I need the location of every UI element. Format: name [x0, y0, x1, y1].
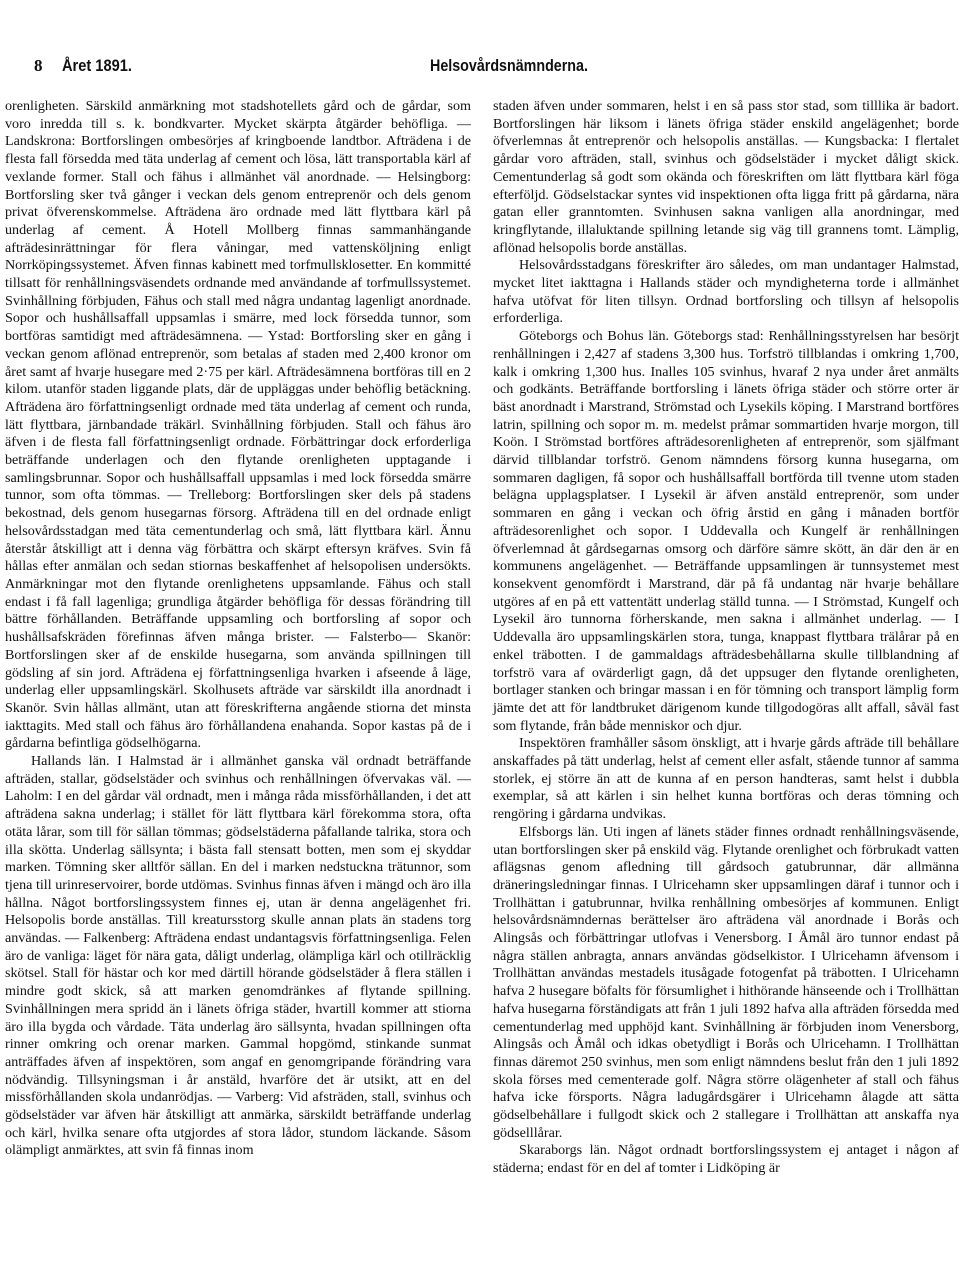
- paragraph-elfsborgs-lan: Elfsborgs län. Uti ingen af länets städer finnes ordnadt renhållningsväsende, utan bortforslingen sker på enskild väg. Flytande orenlighet och förbrukadt vatten aflägsnas genom afledning till gårdsoch gatubrunnar, där allmänna dräneringsledningar finnas. I Ulricehamn sker uppsamlingen däraf i tunnor och i Trollhättan i gatubrunnar, hvilka renhållning ombesörjes af kommunen. Enligt helsovårdsnämndernas berättelser äro afträdena väl anordnade i Borås och Alingsås och förbättringar utlofvas i Venersborg. I Åmål äro tunnor endast på några ställen anbragta, annars användas gödselkistor. I Ulricehamn äfvensom i Trollhättan användas mestadels itusågade fotogenfat på träbotten. I Ulricehamn hafva 2 husegare böfalts för försumlighet i hithörande hänseende och i Trollhättan hafva husegarna förständigats att från 1 juli 1892 hafva alla afträden försedda med cementunderlag med upphöjd kant. Svinhållning är förbjuden inom Venersborg, Alingsås och Åmål och idkas obetydligt i Borås och Ulricehamn. I Trollhättan finnas däremot 250 svinhus, men som enligt nämndens beslut från den 1 juli 1892 skola förses med cementerade golf. Några större olägenheter af stall och fähus hafva icke försports. Några ladugårdsgärer i Ulricehamn ålagde att sätta gödselbehållare i fullgodt skick och 2 stallegare i Trollhättan att anskaffa nya gödselllårar.: [493, 823, 959, 1141]
- page-header: [34, 56, 934, 86]
- paragraph: orenligheten. Särskild anmärkning mot stadshotellets gård och de gårdar, som voro inredda till s. k. bondkvarter. Mycket skärpta åtgärder behöfliga. — Landskrona: Bortforslingen ombesörjes af kringboende landtbor. Afträdena i de flesta fall försedda med täta underlag af cement och lösa, lätt transportabla kärl af vexlande former. Stall och fähus i allmänhet väl anordnade. — Helsingborg: Bortforsling sker två gånger i veckan dels genom entreprenör och dels genom privat öfverenskommelse. Afträdena äro ordnade med lätt flyttbara kärl på underlag af cement. Å Hotell Mollberg finnas sammanhängande afträdesinrättningar för flera våningar, med vattensköljning enligt Norrköpingssystemet. Äfven finnas kabinett med torfmullsklosetter. En kommitté tillsatt för renhållningsväsendets ordnande med användande af torfmullssystemet. Svinhållning förbjuden, Fähus och stall med några undantag lagenligt anordnade. Sopor och hushållsaffall uppsamlas i smärre, med lock försedda tunnor, som bortföras samtidigt med afträdesämnena. — Ystad: Bortforsling sker en gång i veckan genom aflönad entreprenör, som betalas af staden med 2,400 kronor om året samt af hvarje husegare med 2·75 per kärl. Afträdesämnena bortföras till en 2 kilom. utanför staden liggande plats, där de uppläggas under behöflig betäckning. Afträdena äro författningsenligt ordnade med täta underlag af cement och runda, lätt flyttbara, järnbandade träkärl. Svinhållning förbjuden. Stall och fähus äro äfven i de flesta fall författningsenligt ordnade. Förbättringar dock erforderliga beträffande underlagen och den flytande orenligheten upptagande i samlingsbrunnar. Sopor och hushållsaffall uppsamlas i med lock försedda smärre tunnor, som ofta tömmas. — Trelleborg: Bortforslingen sker dels på stadens bekostnad, dels genom husegarnas försorg. Afträdena till en del ordnade enligt helsovårdsstadgan med täta cementunderlag och små, lätt flyttbara kärl. Ännu återstår åtskilligt att i denna väg förbättra och skärpt eftersyn kräfves. Svin få hållas efter anmälan och sedan stiornas beskaffenhet af helsopolisen undersökts. Anmärkningar mot den flytande orenlighetens uppsamlande. Fähus och stall endast i få fall lagenliga; grundliga åtgärder behöfliga för dessas förändring till bättre förhållanden. Beträffande uppsamling och bortforsling af sopor och hushållsafskräden förefinnas äfven många brister. — Falsterbo— Skanör: Bortforslingen sker af de enskilde husegarna, som använda spillningen till gödsling af sin jord. Afträdena ej författningsenliga hvarken i afseende å läge, underlag eller uppsamlingskärl. Skolhusets afträde var särskildt illa anordnadt i Skanör. Svin hållas allmänt, utan att föreskrifterna angående stiorna det minsta iakttagits. Med stall och fähus äro förhållandena enahanda. Sopor kastas på de i gårdarna befintliga gödselhögarna.: [5, 98, 471, 752]
- paragraph: staden äfven under sommaren, helst i en så pass stor stad, som tilllika är badort. Bortforslingen här liksom i länets öfriga städer enskild angelägenhet; borde öfverlemnas åt entreprenör och helsopolis anställas. — Kungsbacka: I flertalet gårdar voro afträden, stall, svinhus och gödselstäder i mycket dåligt skick. Cementunderlag så godt som okända och föreskriften om lätt flyttbara kärl föga efterföljd. Gödselstackar syntes vid inspektionen ofta ligga fritt på gårdarna, nära gatan eller granntomten. Svinhusen sakna vanligen alla anordningar, med kringflytande, illaluktande spillning letande sig väg till grannens tomt. Lämplig, aflönad helsopolis borde anställas.: [493, 98, 959, 256]
- paragraph-hallands-lan: Hallands län. I Halmstad är i allmänhet ganska väl ordnadt beträffande afträden, stallar, gödselstäder och svinhus och renhållningen öfvervakas väl. — Laholm: I en del gårdar väl ordnadt, men i många råda missförhållanden, i det att afträdena sakna underlag; i stället för lätt flyttbara kärl förekomma stora, ofta otäta lårar, som till för sällan tömmas; gödselstäderna påfallande talrika, stora och illa skötta. Underlag sällsynta; i bästa fall stensatt botten, men som ej skyddar marken. Tömning sker alltför sällan. En del i marken nedstuckna trätunnor, som tjena till urinreservoirer, borde utdömas. Svinhus finnas äfven i mängd och äro illa hållna. Något bortforslingssystem finnes ej, utan är denna angelägenhet fri. Helsopolis borde anställas. Till kreatursstorg skulle annan plats än stadens torg användas. — Falkenberg: Afträdena endast undantagsvis författningsenliga. Felen äro de vanliga: läget för nära gata, dåligt underlag, olämpliga kärl och otillräcklig skötsel. Stall för hästar och kor med därtill hörande gödselstäder å flera ställen i mindre godt skick, så att marken genomdränkes af flytande spillning. Svinhållningen mera spridd än i länets öfriga städer, hvartill kommer att stiorna äro illa bygda och vårdade. Täta underlag äro sällsynta, hvadan spillningen ofta rinner omkring och orenar marken. Gammal hopgömd, stinkande sunmat anträffades äfven af inspektören, som angaf en genomgripande förändring vara nödvändig. Tillsyningsman i år anstäld, hvarföre det är utsikt, att en del missförhållanden skola undanrödjas. — Varberg: Vid afsträden, stall, svinhus och gödselstäder var äfven här åtskilligt att anmärka, särskildt beträffande underlag och kärl, hvilka senare ofta utgjordes af stora lådor, stundom läckande. Såsom olämpligt anmärktes, att svin få finnas inom: [5, 753, 471, 1159]
- running-title: Helsovårdsnämnderna.: [430, 56, 588, 75]
- left-column: [5, 98, 471, 1160]
- paragraph: Helsovårdsstadgans föreskrifter äro således, om man undantager Halmstad, mycket litet iakttagna i Hallands städer och myndigheterna torde i allmänhet hafva utöfvat för liten tillsyn. Ordnad bortforsling och tillsyn af helsopolis erforderliga.: [493, 257, 959, 327]
- paragraph: Inspektören framhåller såsom önskligt, att i hvarje gårds afträde till behållare anskaffades på tätt underlag, helst af cement eller asfalt, stående tunnor af samma storlek, ej större än att de kunna af en person handteras, samt helst i dubbla exemplar, så att kärlen i sin helhet kunna bortföras och deras tömning och rengöring i gårdarna undvikas.: [493, 735, 959, 823]
- paragraph-goteborgs-och-bohus-lan: Göteborgs och Bohus län. Göteborgs stad: Renhållningsstyrelsen har besörjt renhållningen i 2,427 af stadens 3,300 hus. Torfströ tillblandas i omkring 1,700, kalk i omkring 1,300 hus. Inalles 105 svinhus, hvaraf 2 nya under året anmälts och godkänts. Beträffande bortforsling i länets öfriga städer och större orter är bäst anordnadt i Marstrand, Strömstad och Lysekils köping. I Marstrand bortföres latrin, spillning och sopor m. m. medelst pråmar sommartiden hvarje morgon, till Koön. I Strömstad bortföres afträdesorenligheten af entreprenör, som själfmant därvid tillblandar torfströ. Genom nämndens försorg kunna husegarna, om sommaren dagligen, få sopor och hushållsaffall bortförda till tvenne utom staden belägna upplagsplatser. I Lysekil är äfven anstäld entreprenör, som under sommaren en gång i veckan och öfrig årstid en gång i månaden bortför afträdesorenlighet och sopor. I Uddevalla och Kungelf är renhållningen öfverlemnad åt gårdsegarnas omsorg och därföre sämre skött, än där den är en kommunens angelägenhet. — Beträffande uppsamlingen är tunnsystemet mest konsekvent genomfördt i Marstrand, där på få undantag när hvarje behållare utgöres af en på ett vattentätt underlag ställd tunna. — I Strömstad, Kungelf och Lysekil äro tunnorna förherskande, men sakna i allmänhet underlag. — I Uddevalla äro uppsamlingskärlen stora, tunga, knappast flyttbara trälårar på en enkel träbotten. I de gammaldags afträdesbehållarna skulle tillblandning af torfströ vara af ovärderligt gagn, då det uppsuger den flytande orenligheten, bortlager stanken och bringar massan i en för tömning och transport lämplig form jämte det att för landtbruket därigenom kunde tillgodogöras allt affall, såväl fast som flytande, från både menniskor och djur.: [493, 328, 959, 734]
- paragraph-skaraborgs-lan: Skaraborgs län. Något ordnadt bortforslingssystem ej antaget i någon af städerna; endast för en del af tomter i Lidköping är: [493, 1142, 959, 1177]
- right-column: [493, 98, 959, 1178]
- page-number: 8: [34, 56, 43, 75]
- running-year: Året 1891.: [62, 56, 132, 75]
